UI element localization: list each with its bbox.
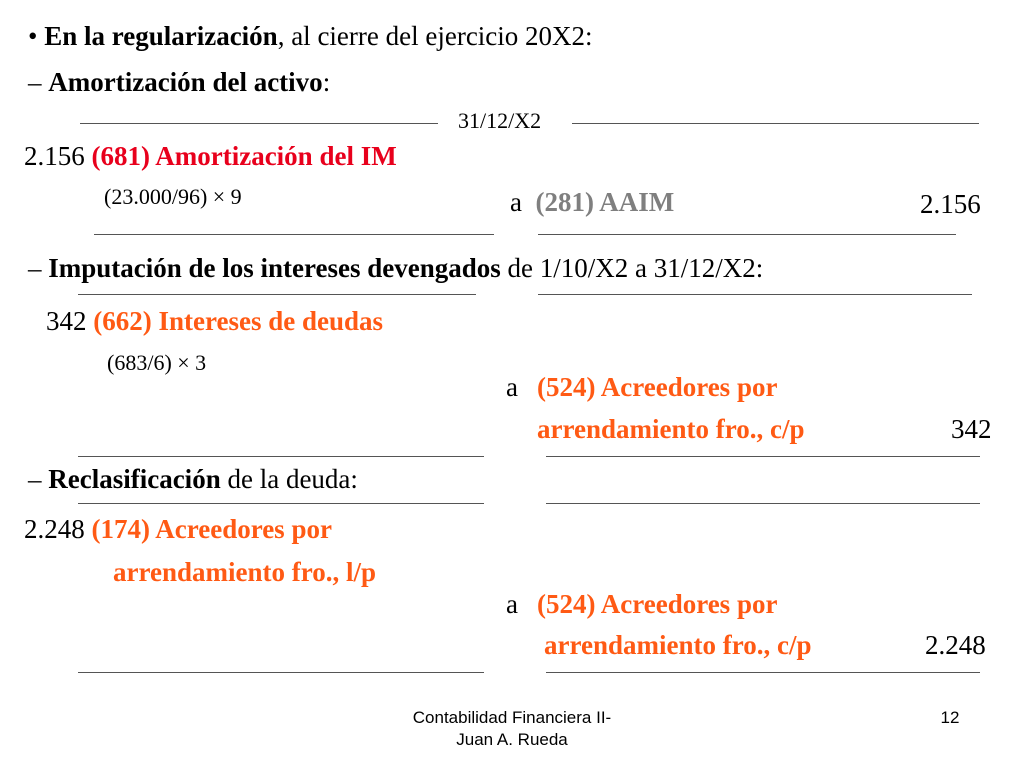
section3-title bbox=[28, 463, 358, 495]
credit-account: (524) Acreedores por bbox=[537, 589, 778, 619]
section2-title bbox=[28, 252, 763, 284]
credit-account: arrendamiento fro., c/p bbox=[537, 414, 805, 444]
entry-rule-left bbox=[78, 456, 484, 457]
debit-account: (662) Intereses de deudas bbox=[93, 306, 383, 336]
credit-account: (281) AAIM bbox=[535, 187, 675, 217]
section3-credit-account-line2 bbox=[544, 629, 811, 661]
debit-amount: 2.156 bbox=[24, 141, 85, 171]
footer-line1: Contabilidad Financiera II- bbox=[412, 708, 612, 727]
entry-rule-left bbox=[78, 294, 476, 295]
footer-line2: Juan A. Rueda bbox=[456, 730, 568, 749]
section2-credit-amount: 342 bbox=[951, 414, 992, 444]
section1-calc: (23.000/96) × 9 bbox=[104, 184, 242, 209]
debit-account: arrendamiento fro., l/p bbox=[113, 557, 376, 587]
entry-rule-right bbox=[546, 672, 980, 673]
section2-credit-a: a bbox=[506, 372, 518, 402]
section2-calc: (683/6) × 3 bbox=[107, 350, 207, 375]
footer-credit bbox=[362, 707, 662, 751]
entry-rule-right bbox=[538, 234, 956, 235]
credit-a: a bbox=[510, 187, 522, 217]
entry-rule-left bbox=[78, 503, 484, 504]
dash: – bbox=[28, 253, 49, 283]
journal-date-rule-right bbox=[572, 123, 979, 124]
section3-title-bold: Reclasificación bbox=[48, 464, 221, 494]
journal-date-rule-left bbox=[80, 123, 438, 124]
entry-rule-right bbox=[546, 503, 980, 504]
entry-rule-right bbox=[546, 456, 980, 457]
section2-title-bold: Imputación de los intereses devengados bbox=[48, 253, 501, 283]
debit-amount: 2.248 bbox=[24, 514, 85, 544]
debit-account: (681) Amortización del IM bbox=[91, 141, 397, 171]
credit-account: arrendamiento fro., c/p bbox=[544, 630, 812, 660]
entry-rule-left bbox=[78, 672, 484, 673]
journal-date: 31/12/X2 bbox=[458, 108, 542, 133]
heading-bold: En la regularización bbox=[44, 21, 278, 51]
dash: – bbox=[28, 67, 49, 97]
section1-credit-line bbox=[510, 186, 674, 218]
bullet: • bbox=[28, 21, 38, 51]
section1-title-rest: : bbox=[322, 67, 331, 97]
section1-credit-amount: 2.156 bbox=[920, 189, 981, 219]
section2-title-rest: de 1/10/X2 a 31/12/X2: bbox=[500, 253, 764, 283]
section1-debit-line bbox=[24, 140, 397, 172]
section1-title-bold: Amortización del activo bbox=[48, 67, 323, 97]
debit-amount: 342 bbox=[46, 306, 87, 336]
section3-debit-line bbox=[24, 513, 332, 545]
section2-credit-account-line1 bbox=[537, 371, 777, 403]
credit-account: (524) Acreedores por bbox=[537, 372, 778, 402]
section3-title-rest: de la deuda: bbox=[220, 464, 358, 494]
section3-debit-line2 bbox=[113, 556, 376, 588]
page-number: 12 bbox=[940, 708, 960, 727]
slide-heading bbox=[28, 20, 593, 52]
entry-rule-left bbox=[94, 234, 494, 235]
section2-debit-line bbox=[46, 305, 383, 337]
section3-credit-account-line1 bbox=[537, 588, 777, 620]
section2-credit-account-line2 bbox=[537, 413, 804, 445]
section3-credit-amount: 2.248 bbox=[925, 630, 986, 660]
heading-rest: , al cierre del ejercicio 20X2: bbox=[277, 21, 593, 51]
entry-rule-right bbox=[538, 294, 972, 295]
section1-title bbox=[28, 66, 330, 98]
section3-credit-a: a bbox=[506, 589, 518, 619]
debit-account: (174) Acreedores por bbox=[91, 514, 332, 544]
dash: – bbox=[28, 464, 49, 494]
